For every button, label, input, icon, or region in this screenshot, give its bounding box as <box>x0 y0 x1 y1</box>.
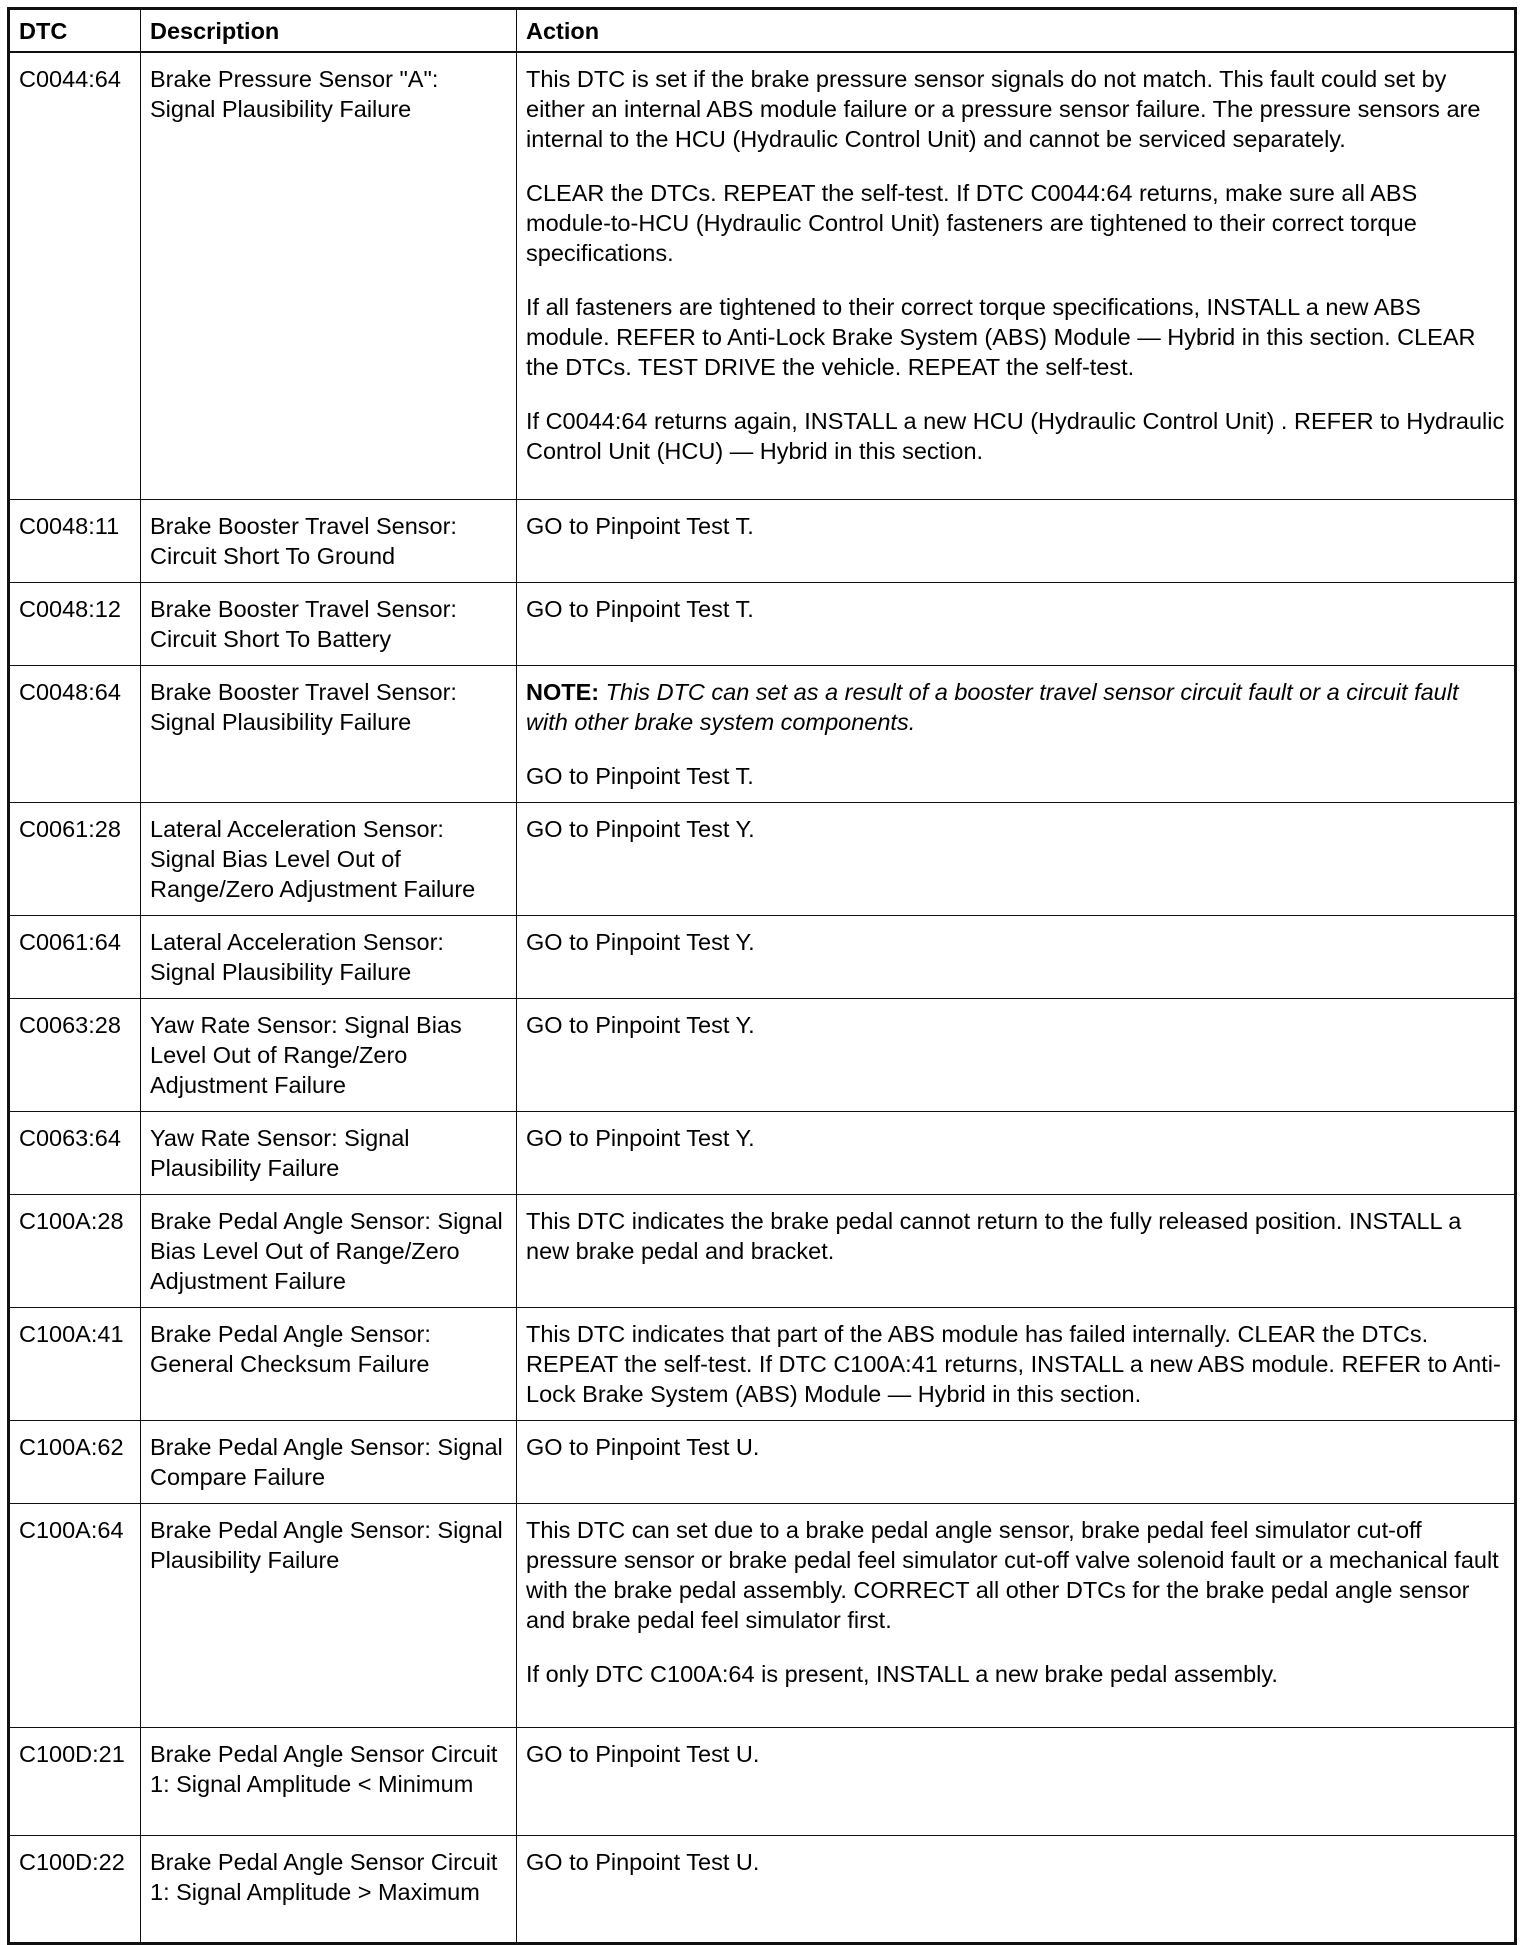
dtc-description: Brake Booster Travel Sensor: Signal Plausibility Failure <box>141 665 517 802</box>
dtc-code: C0061:64 <box>9 915 141 998</box>
dtc-table <box>7 7 1517 1945</box>
dtc-action <box>517 665 1516 802</box>
table-row <box>9 1307 1516 1420</box>
dtc-action <box>517 1420 1516 1503</box>
header-action: Action <box>517 9 1516 53</box>
table-row <box>9 665 1516 802</box>
dtc-action <box>517 1835 1516 1943</box>
action-paragraph: GO to Pinpoint Test U. <box>526 1433 760 1460</box>
table-row <box>9 1835 1516 1943</box>
dtc-action <box>517 582 1516 665</box>
dtc-description: Brake Pedal Angle Sensor: Signal Bias Level Out of Range/Zero Adjustment Failure <box>141 1194 517 1307</box>
note-label: NOTE: <box>526 678 600 705</box>
note-paragraph <box>526 677 1505 737</box>
action-paragraph: If C0044:64 returns again, INSTALL a new HCU (Hydraulic Control Unit) . REFER to Hydraulic Control Unit (HCU) — Hybrid in this section. <box>526 408 1505 464</box>
header-dtc: DTC <box>9 9 141 53</box>
action-paragraph: This DTC indicates that part of the ABS module has failed internally. CLEAR the DTCs. REPEAT the self-test. If DTC C100A:41 returns, INSTALL a new ABS module. REFER to Anti-Lock Brake System (ABS) Module — Hybrid in this section. <box>526 1320 1501 1407</box>
table-row <box>9 52 1516 499</box>
table-row <box>9 1503 1516 1727</box>
dtc-action <box>517 1503 1516 1727</box>
dtc-code: C100D:22 <box>9 1835 141 1943</box>
dtc-code: C0063:28 <box>9 998 141 1111</box>
dtc-description: Yaw Rate Sensor: Signal Plausibility Failure <box>141 1111 517 1194</box>
dtc-action <box>517 1111 1516 1194</box>
dtc-code: C0048:64 <box>9 665 141 802</box>
table-row <box>9 1194 1516 1307</box>
dtc-action <box>517 52 1516 499</box>
dtc-description: Brake Pedal Angle Sensor: Signal Compare Failure <box>141 1420 517 1503</box>
dtc-code: C0048:12 <box>9 582 141 665</box>
action-paragraph: GO to Pinpoint Test U. <box>526 1740 760 1767</box>
dtc-description: Brake Pedal Angle Sensor: Signal Plausibility Failure <box>141 1503 517 1727</box>
dtc-description: Brake Pedal Angle Sensor Circuit 1: Signal Amplitude > Maximum <box>141 1835 517 1943</box>
dtc-code: C0044:64 <box>9 52 141 499</box>
dtc-description: Brake Booster Travel Sensor: Circuit Short To Battery <box>141 582 517 665</box>
dtc-description: Brake Pressure Sensor "A": Signal Plausibility Failure <box>141 52 517 499</box>
dtc-document <box>7 7 1514 1945</box>
action-paragraph: GO to Pinpoint Test Y. <box>526 1011 755 1038</box>
dtc-action <box>517 915 1516 998</box>
action-paragraph: This DTC can set due to a brake pedal angle sensor, brake pedal feel simulator cut-off pressure sensor or brake pedal feel simulator cut-off valve solenoid fault or a mechanical fault with the brake pedal assembly. CORRECT all other DTCs for the brake pedal angle sensor and brake pedal feel simulator first. <box>526 1516 1499 1633</box>
table-row <box>9 582 1516 665</box>
dtc-code: C100A:62 <box>9 1420 141 1503</box>
dtc-code: C100D:21 <box>9 1727 141 1835</box>
dtc-code: C0048:11 <box>9 499 141 582</box>
action-paragraph: If only DTC C100A:64 is present, INSTALL a new brake pedal assembly. <box>526 1660 1278 1687</box>
action-paragraph: GO to Pinpoint Test T. <box>526 512 754 539</box>
table-row <box>9 998 1516 1111</box>
dtc-action <box>517 499 1516 582</box>
table-row <box>9 1111 1516 1194</box>
dtc-description: Lateral Acceleration Sensor: Signal Bias Level Out of Range/Zero Adjustment Failure <box>141 802 517 915</box>
dtc-action <box>517 1194 1516 1307</box>
dtc-code: C100A:41 <box>9 1307 141 1420</box>
action-paragraph: CLEAR the DTCs. REPEAT the self-test. If DTC C0044:64 returns, make sure all ABS module-to-HCU (Hydraulic Control Unit) fasteners are tightened to their correct torque specifications. <box>526 180 1418 266</box>
action-paragraph: This DTC is set if the brake pressure sensor signals do not match. This fault could set by either an internal ABS module failure or a pressure sensor failure. The pressure sensors are internal to the HCU (Hydraulic Control Unit) and cannot be serviced separately. <box>526 66 1481 152</box>
action-paragraph: GO to Pinpoint Test U. <box>526 1848 760 1875</box>
dtc-description: Brake Pedal Angle Sensor Circuit 1: Signal Amplitude < Minimum <box>141 1727 517 1835</box>
dtc-description: Yaw Rate Sensor: Signal Bias Level Out of Range/Zero Adjustment Failure <box>141 998 517 1111</box>
table-header-row <box>9 9 1516 53</box>
action-paragraph: GO to Pinpoint Test Y. <box>526 928 755 955</box>
note-text: This DTC can set as a result of a booster travel sensor circuit fault or a circuit fault with other brake system components. <box>526 678 1459 735</box>
table-row <box>9 1420 1516 1503</box>
dtc-description: Brake Booster Travel Sensor: Circuit Short To Ground <box>141 499 517 582</box>
action-paragraph: GO to Pinpoint Test Y. <box>526 815 755 842</box>
action-paragraph: GO to Pinpoint Test T. <box>526 762 754 789</box>
action-paragraph: If all fasteners are tightened to their correct torque specifications, INSTALL a new ABS module. REFER to Anti-Lock Brake System (ABS) Module — Hybrid in this section. CLEAR the DTCs. TEST DRIVE the vehicle. REPEAT the self-test. <box>526 294 1476 380</box>
table-row <box>9 915 1516 998</box>
action-paragraph: GO to Pinpoint Test T. <box>526 595 754 622</box>
dtc-action <box>517 1727 1516 1835</box>
dtc-code: C100A:64 <box>9 1503 141 1727</box>
dtc-code: C0061:28 <box>9 802 141 915</box>
dtc-action <box>517 1307 1516 1420</box>
dtc-action <box>517 802 1516 915</box>
table-row <box>9 1727 1516 1835</box>
dtc-code: C0063:64 <box>9 1111 141 1194</box>
action-paragraph: GO to Pinpoint Test Y. <box>526 1124 755 1151</box>
dtc-action <box>517 998 1516 1111</box>
dtc-description: Brake Pedal Angle Sensor: General Checksum Failure <box>141 1307 517 1420</box>
table-row <box>9 499 1516 582</box>
action-paragraph: This DTC indicates the brake pedal cannot return to the fully released position. INSTALL a new brake pedal and bracket. <box>526 1207 1462 1264</box>
dtc-code: C100A:28 <box>9 1194 141 1307</box>
dtc-description: Lateral Acceleration Sensor: Signal Plausibility Failure <box>141 915 517 998</box>
header-description: Description <box>141 9 517 53</box>
table-row <box>9 802 1516 915</box>
